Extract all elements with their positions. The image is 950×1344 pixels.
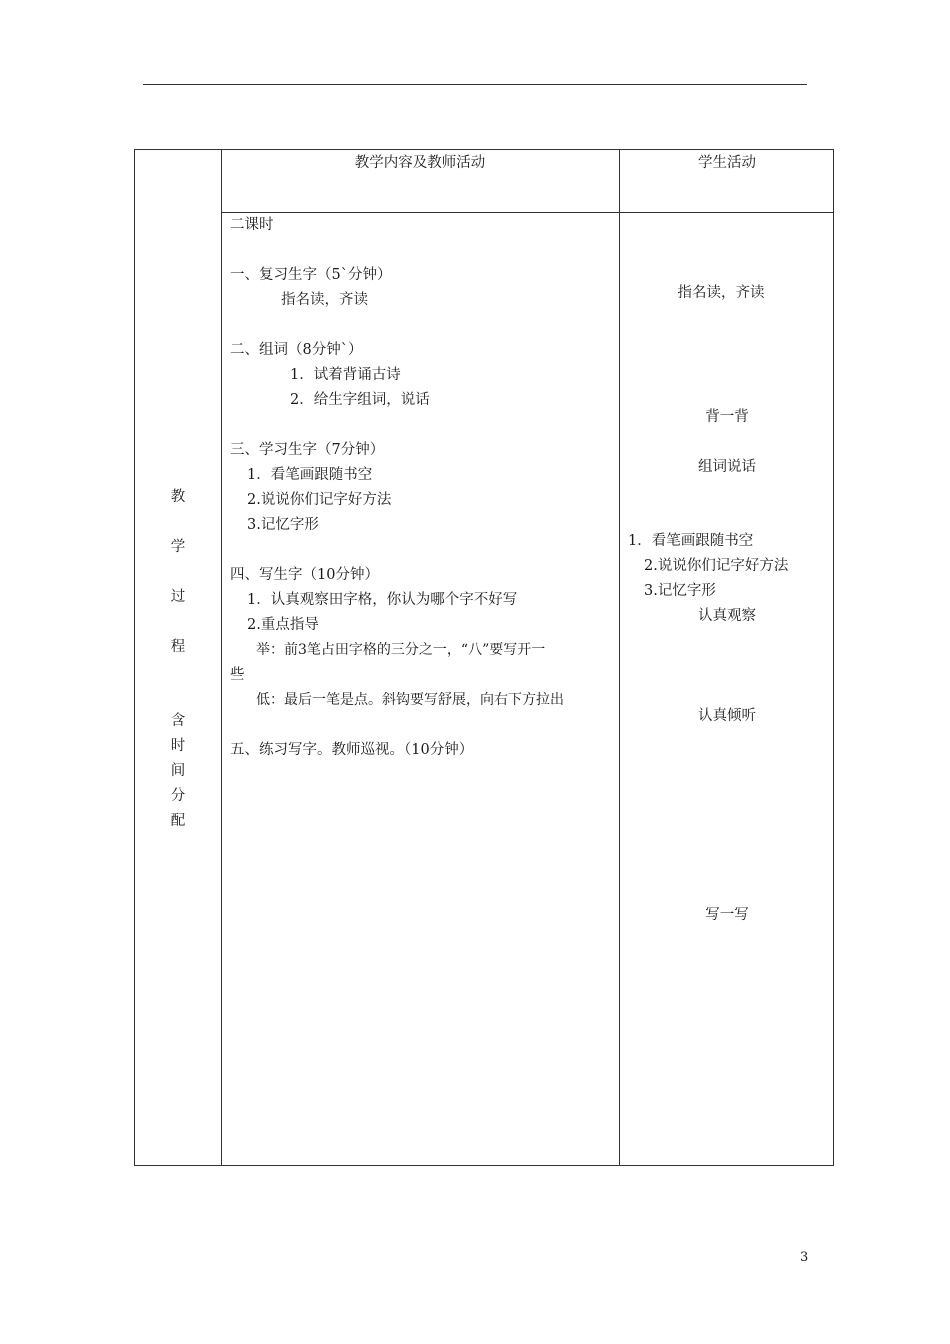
content-line: 些	[230, 667, 245, 683]
column-divider-left	[221, 150, 222, 1165]
student-line: 写一写	[705, 907, 749, 923]
content-line: 2.重点指导	[247, 617, 319, 633]
content-line: 举：前3笔占田字格的三分之一，“八”要写开一	[256, 642, 546, 658]
student-line: 认真倾听	[698, 708, 756, 724]
left-label-char: 分	[170, 788, 186, 804]
header-student-activities: 学生活动	[698, 155, 756, 171]
left-label-char: 含	[170, 713, 186, 729]
content-line: 3.记忆字形	[247, 517, 319, 533]
content-line: 1．认真观察田字格，你认为哪个字不好写	[247, 592, 518, 608]
content-line: 2.说说你们记字好方法	[247, 492, 392, 508]
content-line: 一、复习生字（5`分钟）	[230, 267, 392, 283]
student-line: 认真观察	[698, 608, 756, 624]
content-line: 四、写生字（10分钟）	[230, 567, 379, 583]
student-line: 1．看笔画跟随书空	[628, 533, 754, 549]
left-label-char: 间	[170, 763, 186, 779]
student-line: 组词说话	[698, 459, 756, 475]
left-label-char: 过	[170, 589, 186, 605]
left-label-char: 时	[170, 738, 186, 754]
page-number: 3	[800, 1250, 809, 1265]
header-row-divider	[221, 212, 834, 213]
header-content-activities: 教学内容及教师活动	[354, 155, 486, 171]
student-line: 背一背	[705, 409, 749, 425]
left-label-char: 教	[170, 489, 186, 505]
content-line: 二、组词（8分钟`）	[230, 342, 363, 358]
content-line: 2．给生字组词，说话	[290, 392, 430, 408]
content-line: 三、学习生字（7分钟）	[230, 442, 385, 458]
content-line: 1．试着背诵古诗	[290, 367, 401, 383]
content-line: 二课时	[230, 217, 274, 233]
student-line: 2.说说你们记字好方法	[644, 558, 789, 574]
left-label-char: 程	[170, 639, 186, 655]
header-rule	[143, 84, 807, 85]
student-line: 3.记忆字形	[644, 583, 716, 599]
content-line: 五、练习写字。教师巡视。（10分钟）	[230, 742, 474, 758]
content-line: 低：最后一笔是点。斜钩要写舒展，向右下方拉出	[256, 692, 564, 708]
student-line: 指名读，齐读	[677, 285, 765, 301]
content-line: 1．看笔画跟随书空	[247, 467, 373, 483]
left-label-char: 学	[170, 539, 186, 555]
left-label-char: 配	[170, 813, 186, 829]
column-divider-right	[619, 150, 620, 1165]
content-line: 指名读，齐读	[281, 292, 368, 308]
